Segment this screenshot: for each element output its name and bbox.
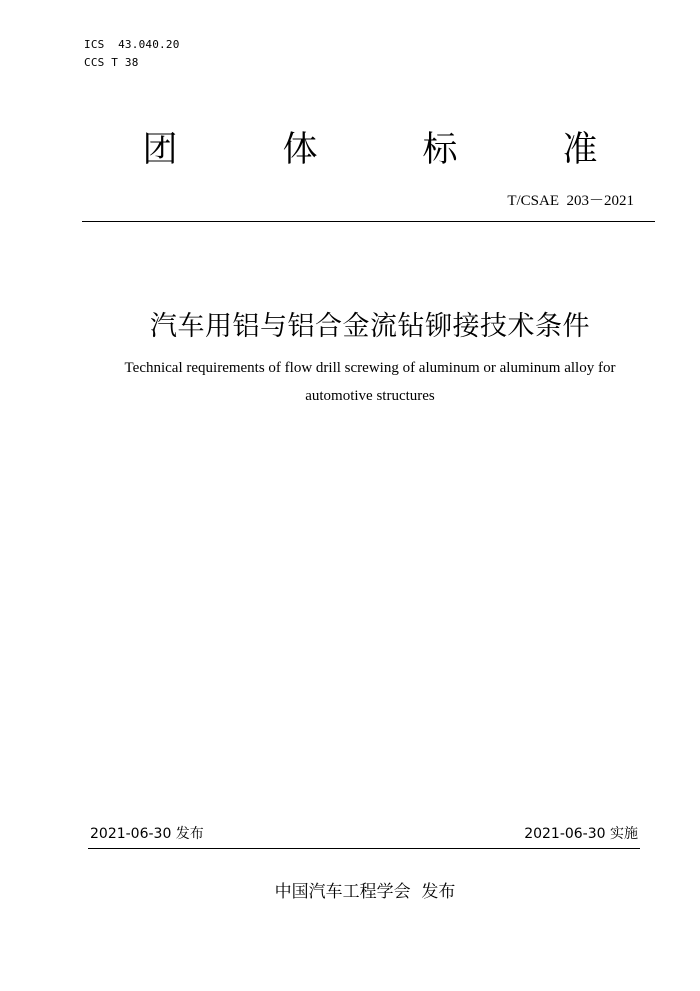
top-divider [82, 221, 655, 222]
standard-type-char: 团 [142, 130, 178, 170]
implementation-date: 2021-06-30 实施 [524, 826, 638, 842]
document-title-chinese: 汽车用铝与铝合金流钻铆接技术条件 [150, 311, 590, 342]
publish-date: 2021-06-30 发布 [90, 826, 204, 842]
bottom-divider [88, 848, 640, 849]
standard-type-char: 准 [562, 130, 598, 170]
publisher-line: 中国汽车工程学会 发布 [274, 882, 456, 902]
standard-type-char: 体 [282, 130, 318, 170]
ics-code: ICS 43.040.20 [84, 38, 180, 51]
ccs-code: CCS T 38 [84, 56, 139, 69]
standard-type-char: 标 [422, 130, 458, 170]
document-title-english: Technical requirements of flow drill screwing of aluminum or aluminum alloy for automotive structures [124, 360, 616, 404]
standard-type-heading [125, 126, 615, 174]
classification-codes [84, 36, 180, 72]
standard-number: T/CSAE 203－2021 [507, 193, 634, 209]
